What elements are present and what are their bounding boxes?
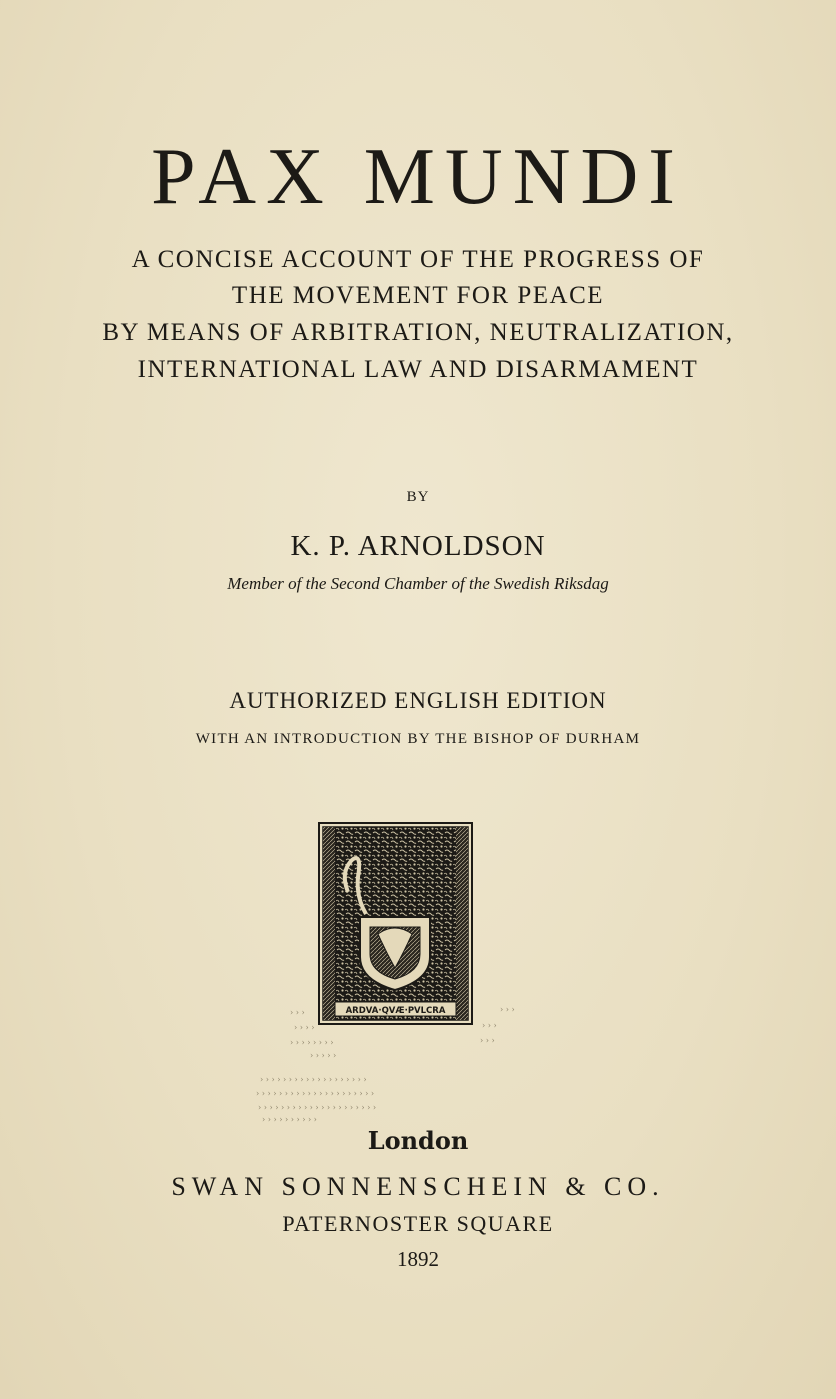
introduction-statement: WITH AN INTRODUCTION BY THE BISHOP OF DURHAM [195,731,641,747]
svg-text:› › › ›: › › › › [294,1023,315,1032]
svg-text:› › ›: › › › [290,1008,305,1017]
svg-text:› › › › › › › › › ›: › › › › › › › › › › [262,1115,317,1124]
imprint-address: PATERNOSTER SQUARE [282,1211,554,1236]
device-motto: ARDVA·QVÆ·PVLCRA [345,1006,446,1016]
subtitle-line-2: THE MOVEMENT FOR PEACE [231,282,605,309]
book-title: PAX MUNDI [151,133,685,221]
imprint-city: London [367,1126,469,1155]
author-name: K. P. ARNOLDSON [290,530,546,562]
svg-text:› › › › › › › › › › › ›: › › › › › › › › › › › › › › › › › › › › › [258,1103,377,1112]
svg-text:› › › › › › › › › › › ›: › › › › › › › › › › › › › › › › › › › › › [256,1089,375,1098]
svg-text:› › ›: › › › [482,1021,497,1030]
svg-text:› › ›: › › › [500,1005,515,1014]
author-role: Member of the Second Chamber of the Swedish Riksdag [227,574,609,593]
edition-statement: AUTHORIZED ENGLISH EDITION [229,688,607,713]
svg-text:› › ›: › › › [480,1036,495,1045]
svg-text:› › › › › › › › › › › ›: › › › › › › › › › › › › › › › › › › › [260,1075,367,1084]
by-label: BY [406,489,430,505]
printers-device-image [318,822,473,1025]
subtitle-line-1: A CONCISE ACCOUNT OF THE PROGRESS OF [131,246,705,273]
imprint-year: 1892 [397,1247,439,1271]
svg-text:› › › › ›: › › › › › [310,1051,337,1060]
imprint-publisher: SWAN SONNENSCHEIN & CO. [171,1172,665,1201]
subtitle-line-3: BY MEANS OF ARBITRATION, NEUTRALIZATION, [102,319,734,346]
subtitle-line-4: INTERNATIONAL LAW AND DISARMAMENT [137,356,699,383]
decorative-dots [250,1000,590,1125]
svg-text:› › › › › › › ›: › › › › › › › › [290,1038,334,1047]
